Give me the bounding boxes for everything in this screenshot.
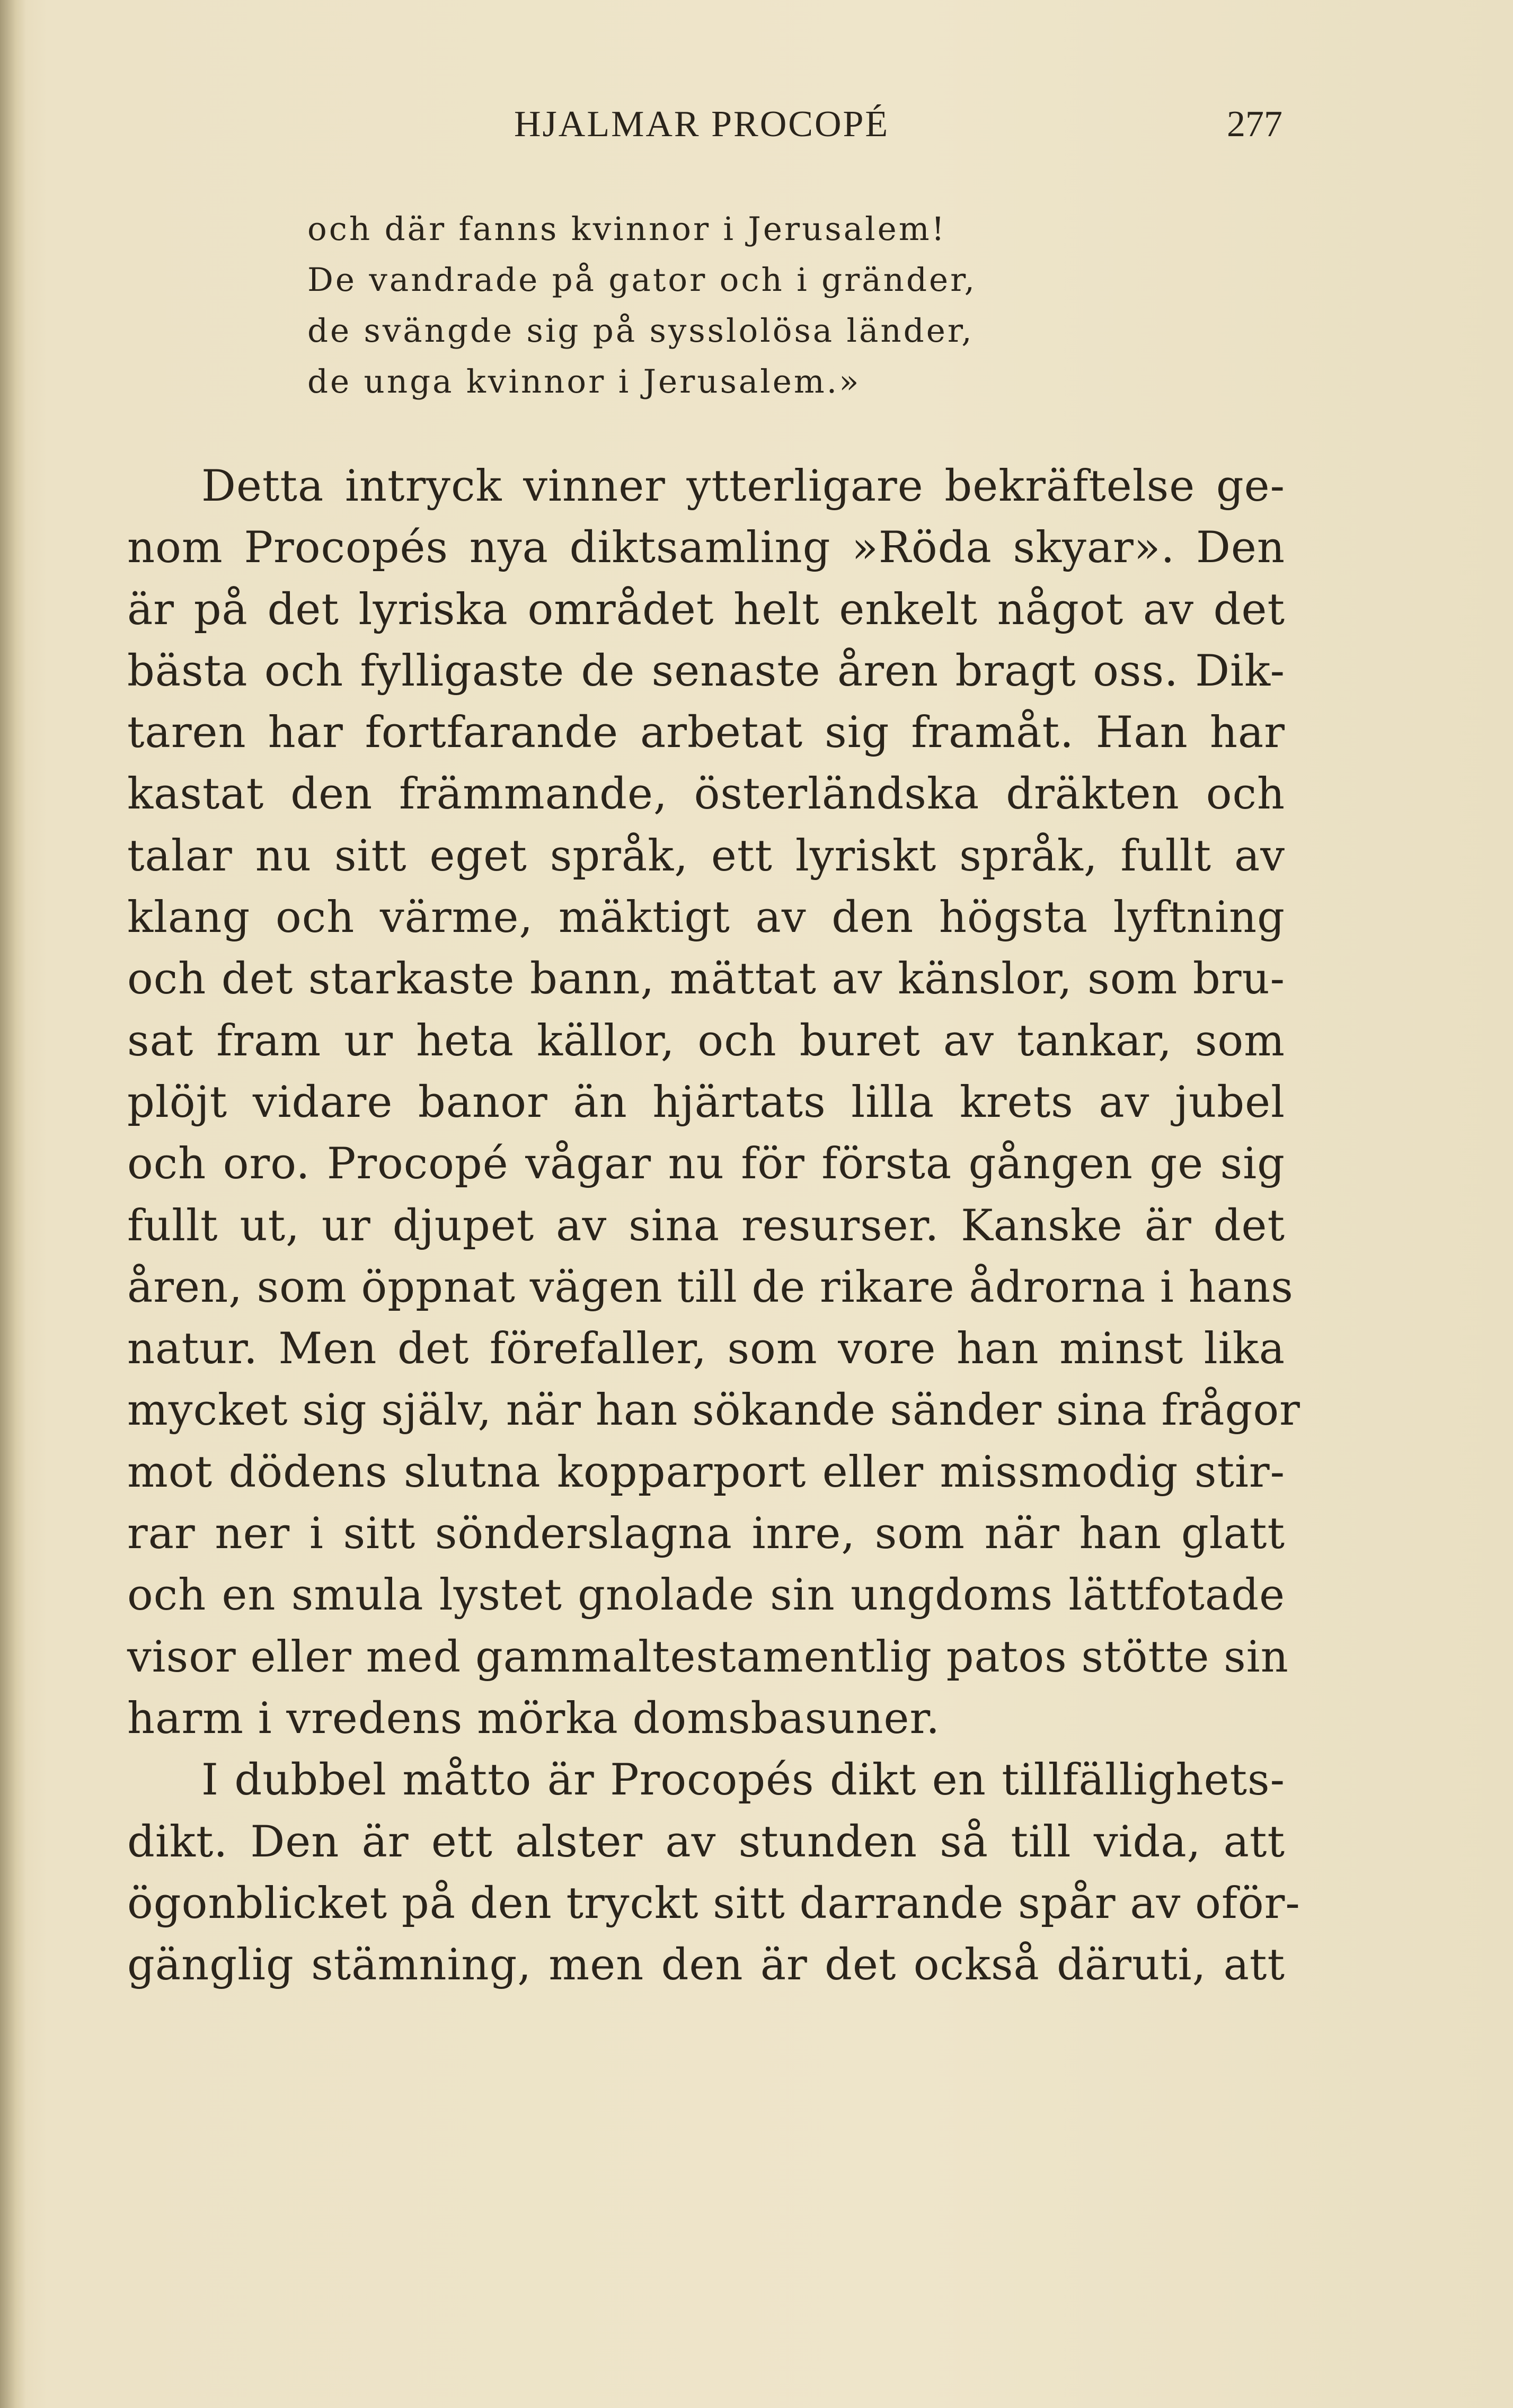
poem-quote <box>307 204 1261 407</box>
running-head <box>127 101 1282 148</box>
text-line: och det starkaste bann, mättat av känslor, som bru- <box>127 954 1285 1005</box>
text-line: Detta intryck vinner ytterligare bekräftelse ge- <box>201 461 1285 511</box>
text-line: nom Procopés nya diktsamling »Röda skyar». Den <box>127 523 1285 573</box>
text-line: plöjt vidare banor än hjärtats lilla krets av jubel <box>127 1077 1285 1127</box>
text-line: klang och värme, mäktigt av den högsta lyftning <box>127 893 1285 943</box>
text-line: rar ner i sitt sönderslagna inre, som när han glatt <box>127 1509 1285 1559</box>
text-line: fullt ut, ur djupet av sina resurser. Kanske är det <box>127 1201 1285 1251</box>
poem-line: de unga kvinnor i Jerusalem.» <box>307 363 861 401</box>
text-line: sat fram ur heta källor, och buret av tankar, som <box>127 1016 1285 1066</box>
text-line: I dubbel måtto är Procopés dikt en tillfällighets- <box>201 1755 1285 1806</box>
text-line: gänglig stämning, men den är det också däruti, att <box>127 1940 1285 1991</box>
text-line: harm i vredens mörka domsbasuner. <box>127 1693 941 1744</box>
text-line: och oro. Procopé vågar nu för första gången ge sig <box>127 1139 1285 1189</box>
text-line: dikt. Den är ett alster av stunden så till vida, att <box>127 1817 1285 1867</box>
text-line: åren, som öppnat vägen till de rikare ådrorna i hans <box>127 1262 1294 1312</box>
running-title: HJALMAR PROCOPÉ <box>514 104 890 145</box>
page-number: 277 <box>1227 104 1282 145</box>
text-line: ögonblicket på den tryckt sitt darrande spår av oför- <box>127 1878 1300 1929</box>
text-line: talar nu sitt eget språk, ett lyriskt språk, fullt av <box>127 831 1285 881</box>
text-line: och en smula lystet gnolade sin ungdoms lättfotade <box>127 1570 1285 1621</box>
text-line: mycket sig själv, när han sökande sänder sina frågor <box>127 1385 1300 1436</box>
text-line: bästa och fylligaste de senaste åren bragt oss. Dik- <box>127 646 1285 696</box>
poem-line: de svängde sig på sysslolösa länder, <box>307 312 974 350</box>
page-spine-shadow <box>0 0 25 2408</box>
text-line: visor eller med gammaltestamentlig patos stötte sin <box>127 1632 1289 1682</box>
text-line: taren har fortfarande arbetat sig framåt. Han har <box>127 708 1285 758</box>
text-line: kastat den främmande, österländska dräkten och <box>127 769 1285 820</box>
text-line: mot dödens slutna kopparport eller missmodig stir- <box>127 1447 1285 1497</box>
text-line: är på det lyriska området helt enkelt något av det <box>127 584 1285 635</box>
poem-line: De vandrade på gator och i gränder, <box>307 261 977 299</box>
text-line: natur. Men det förefaller, som vore han minst lika <box>127 1324 1285 1374</box>
body-text <box>127 456 1300 1996</box>
poem-line: och där fanns kvinnor i Jerusalem! <box>307 210 947 248</box>
